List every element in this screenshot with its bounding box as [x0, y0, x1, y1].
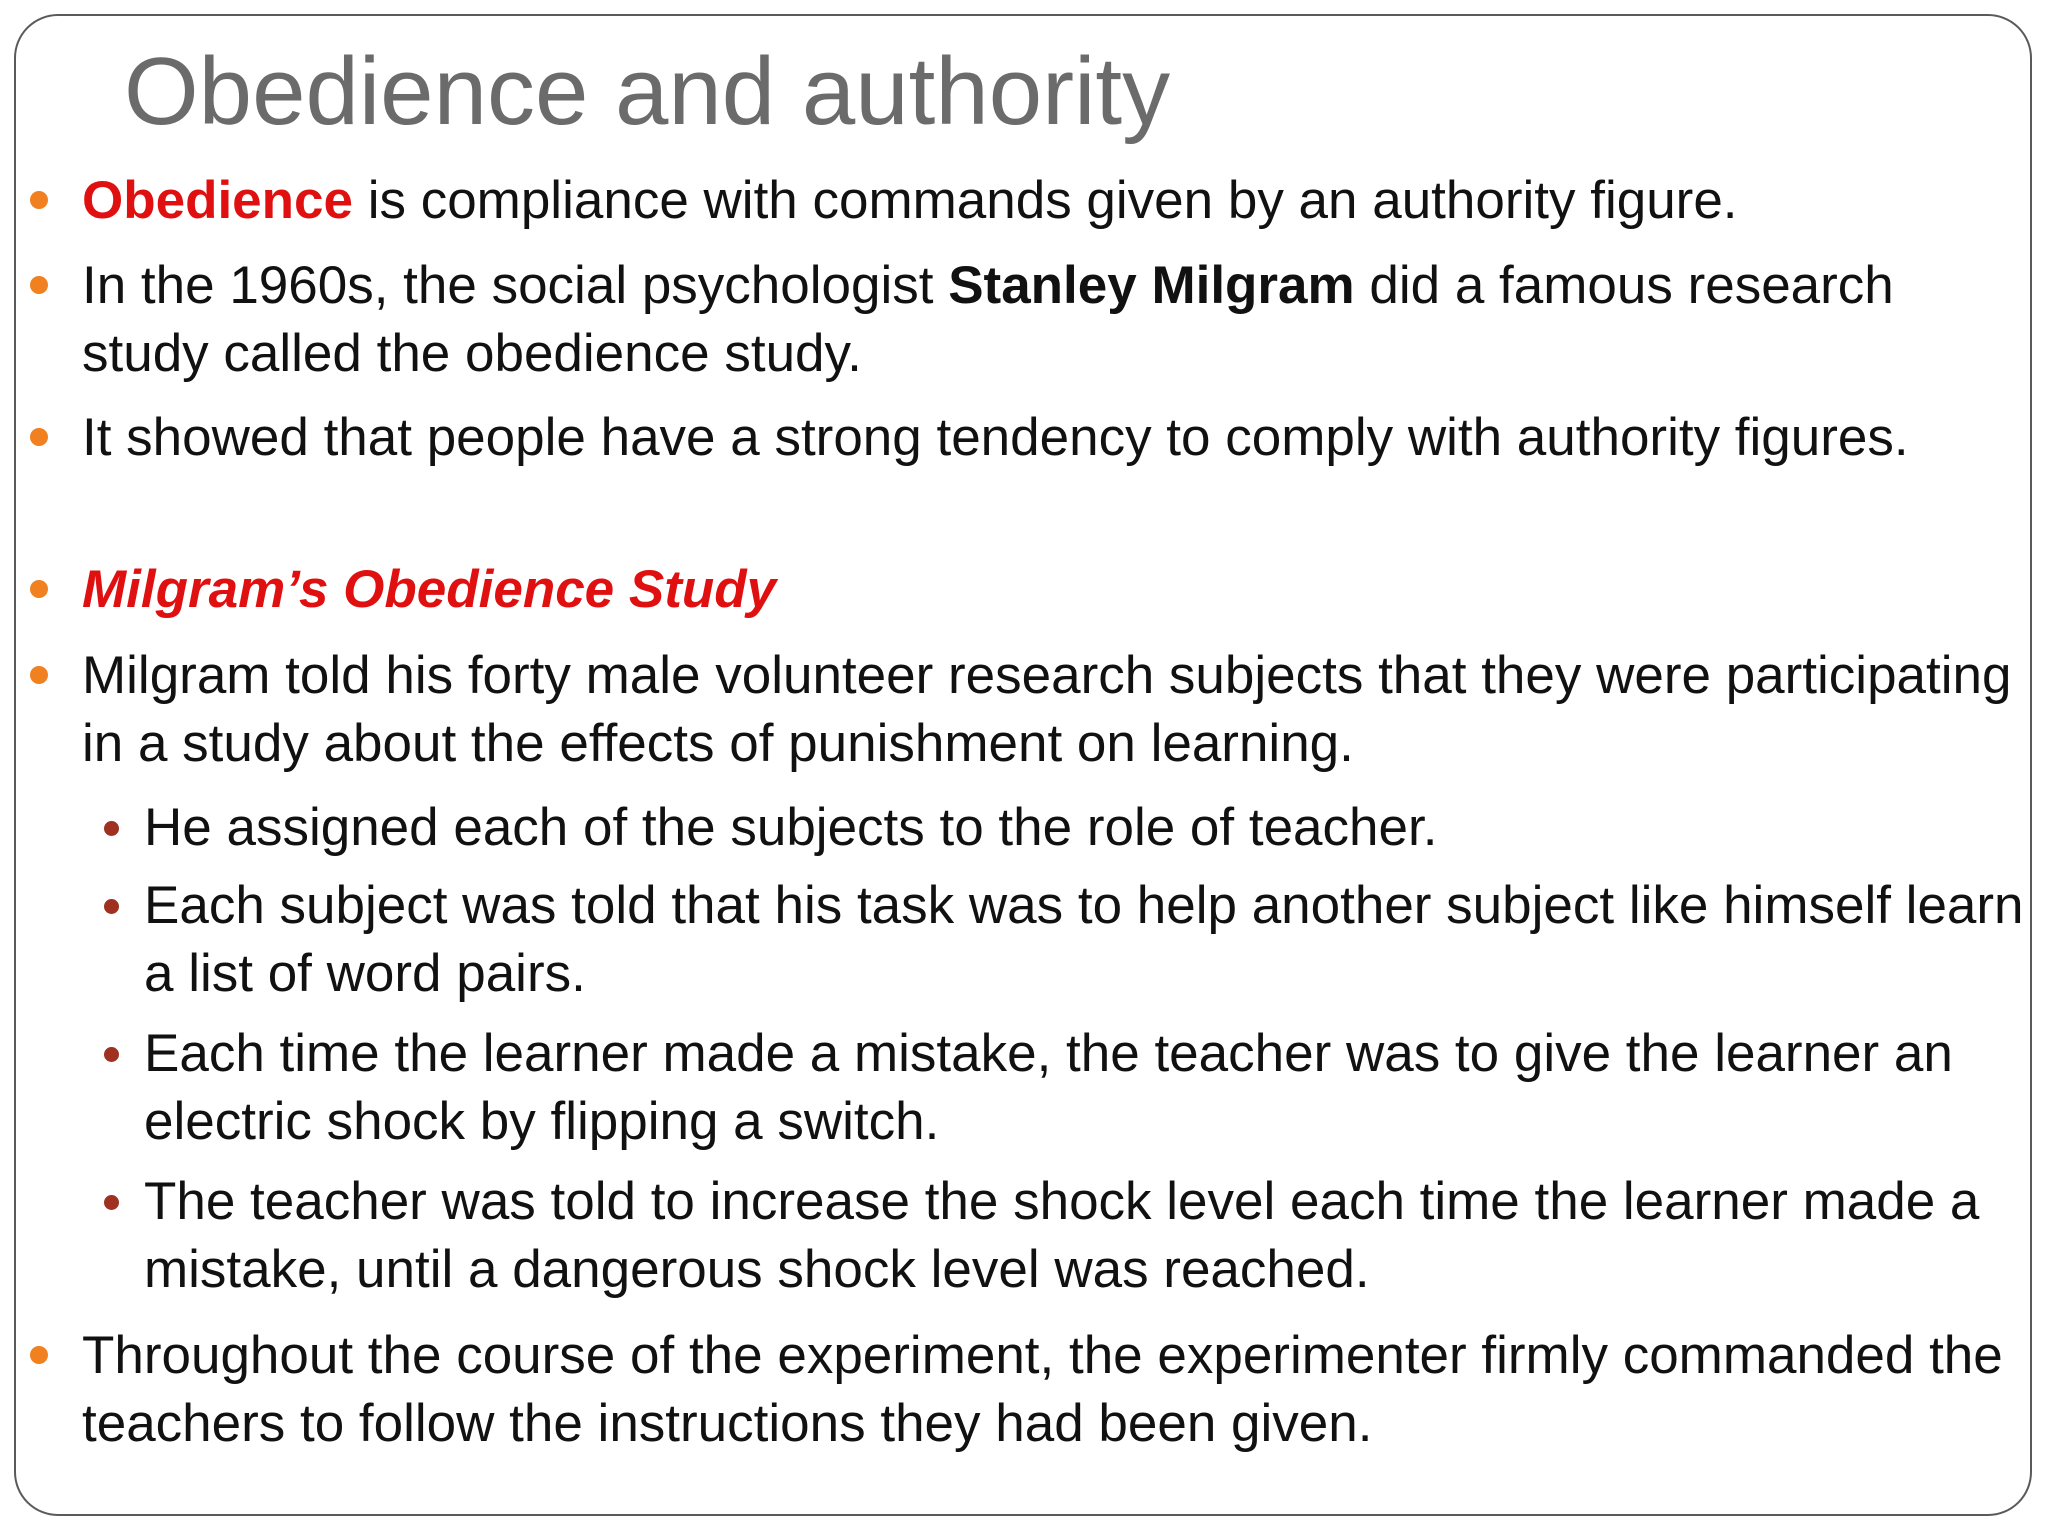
bullet-item-obedience-definition [82, 167, 2032, 235]
sub-bullet-item-word-pairs [144, 872, 2034, 1008]
bullet-dot-icon [30, 580, 48, 598]
bullet-dot-icon [30, 666, 48, 684]
sub-bullet-dot-icon [104, 899, 119, 914]
bullet-item-volunteers [82, 642, 2032, 778]
bullet-text: Milgram told his forty male volunteer research subjects that they were participating in a study about the effects of punishment on learning. [82, 646, 2012, 773]
bullet-text: did a famous research study called the obedience study. [82, 256, 1894, 383]
bullet-text: Each time the learner made a mistake, the teacher was to give the learner an electric shock by flipping a switch. [144, 1024, 1953, 1151]
bullet-text: He assigned each of the subjects to the role of teacher. [144, 798, 1438, 857]
bullet-text: is compliance with commands given by an authority figure. [352, 171, 1738, 230]
section-heading: Milgram’s Obedience Study [82, 560, 777, 619]
term-obedience: Obedience [82, 171, 353, 230]
slide-title: Obedience and authority [124, 38, 1171, 145]
sub-bullet-dot-icon [104, 821, 119, 836]
bullet-dot-icon [30, 1346, 48, 1364]
bullet-text: Throughout the course of the experiment, the experimenter firmly commanded the teachers to follow the instructions they had been given. [82, 1326, 2003, 1453]
bullet-text: Each subject was told that his task was to help another subject like himself learn a list of word pairs. [144, 876, 2024, 1003]
name-stanley-milgram: Stanley Milgram [948, 256, 1355, 315]
sub-bullet-item-shock-level [144, 1168, 2034, 1304]
sub-bullet-item-electric-shock [144, 1020, 2034, 1156]
bullet-item-experimenter-commands [82, 1322, 2032, 1458]
bullet-text: The teacher was told to increase the shock level each time the learner made a mistake, until a dangerous shock level was reached. [144, 1172, 1980, 1299]
bullet-text: It showed that people have a strong tendency to comply with authority figures. [82, 408, 1909, 467]
bullet-item-milgram-intro [82, 252, 2032, 388]
bullet-text: In the 1960s, the social psychologist [82, 256, 949, 315]
bullet-dot-icon [30, 191, 48, 209]
bullet-item-section-heading [82, 556, 2032, 624]
bullet-dot-icon [30, 428, 48, 446]
sub-bullet-item-teacher-role [144, 794, 2034, 862]
bullet-dot-icon [30, 276, 48, 294]
bullet-item-study-finding [82, 404, 2032, 472]
sub-bullet-dot-icon [104, 1195, 119, 1210]
sub-bullet-dot-icon [104, 1047, 119, 1062]
